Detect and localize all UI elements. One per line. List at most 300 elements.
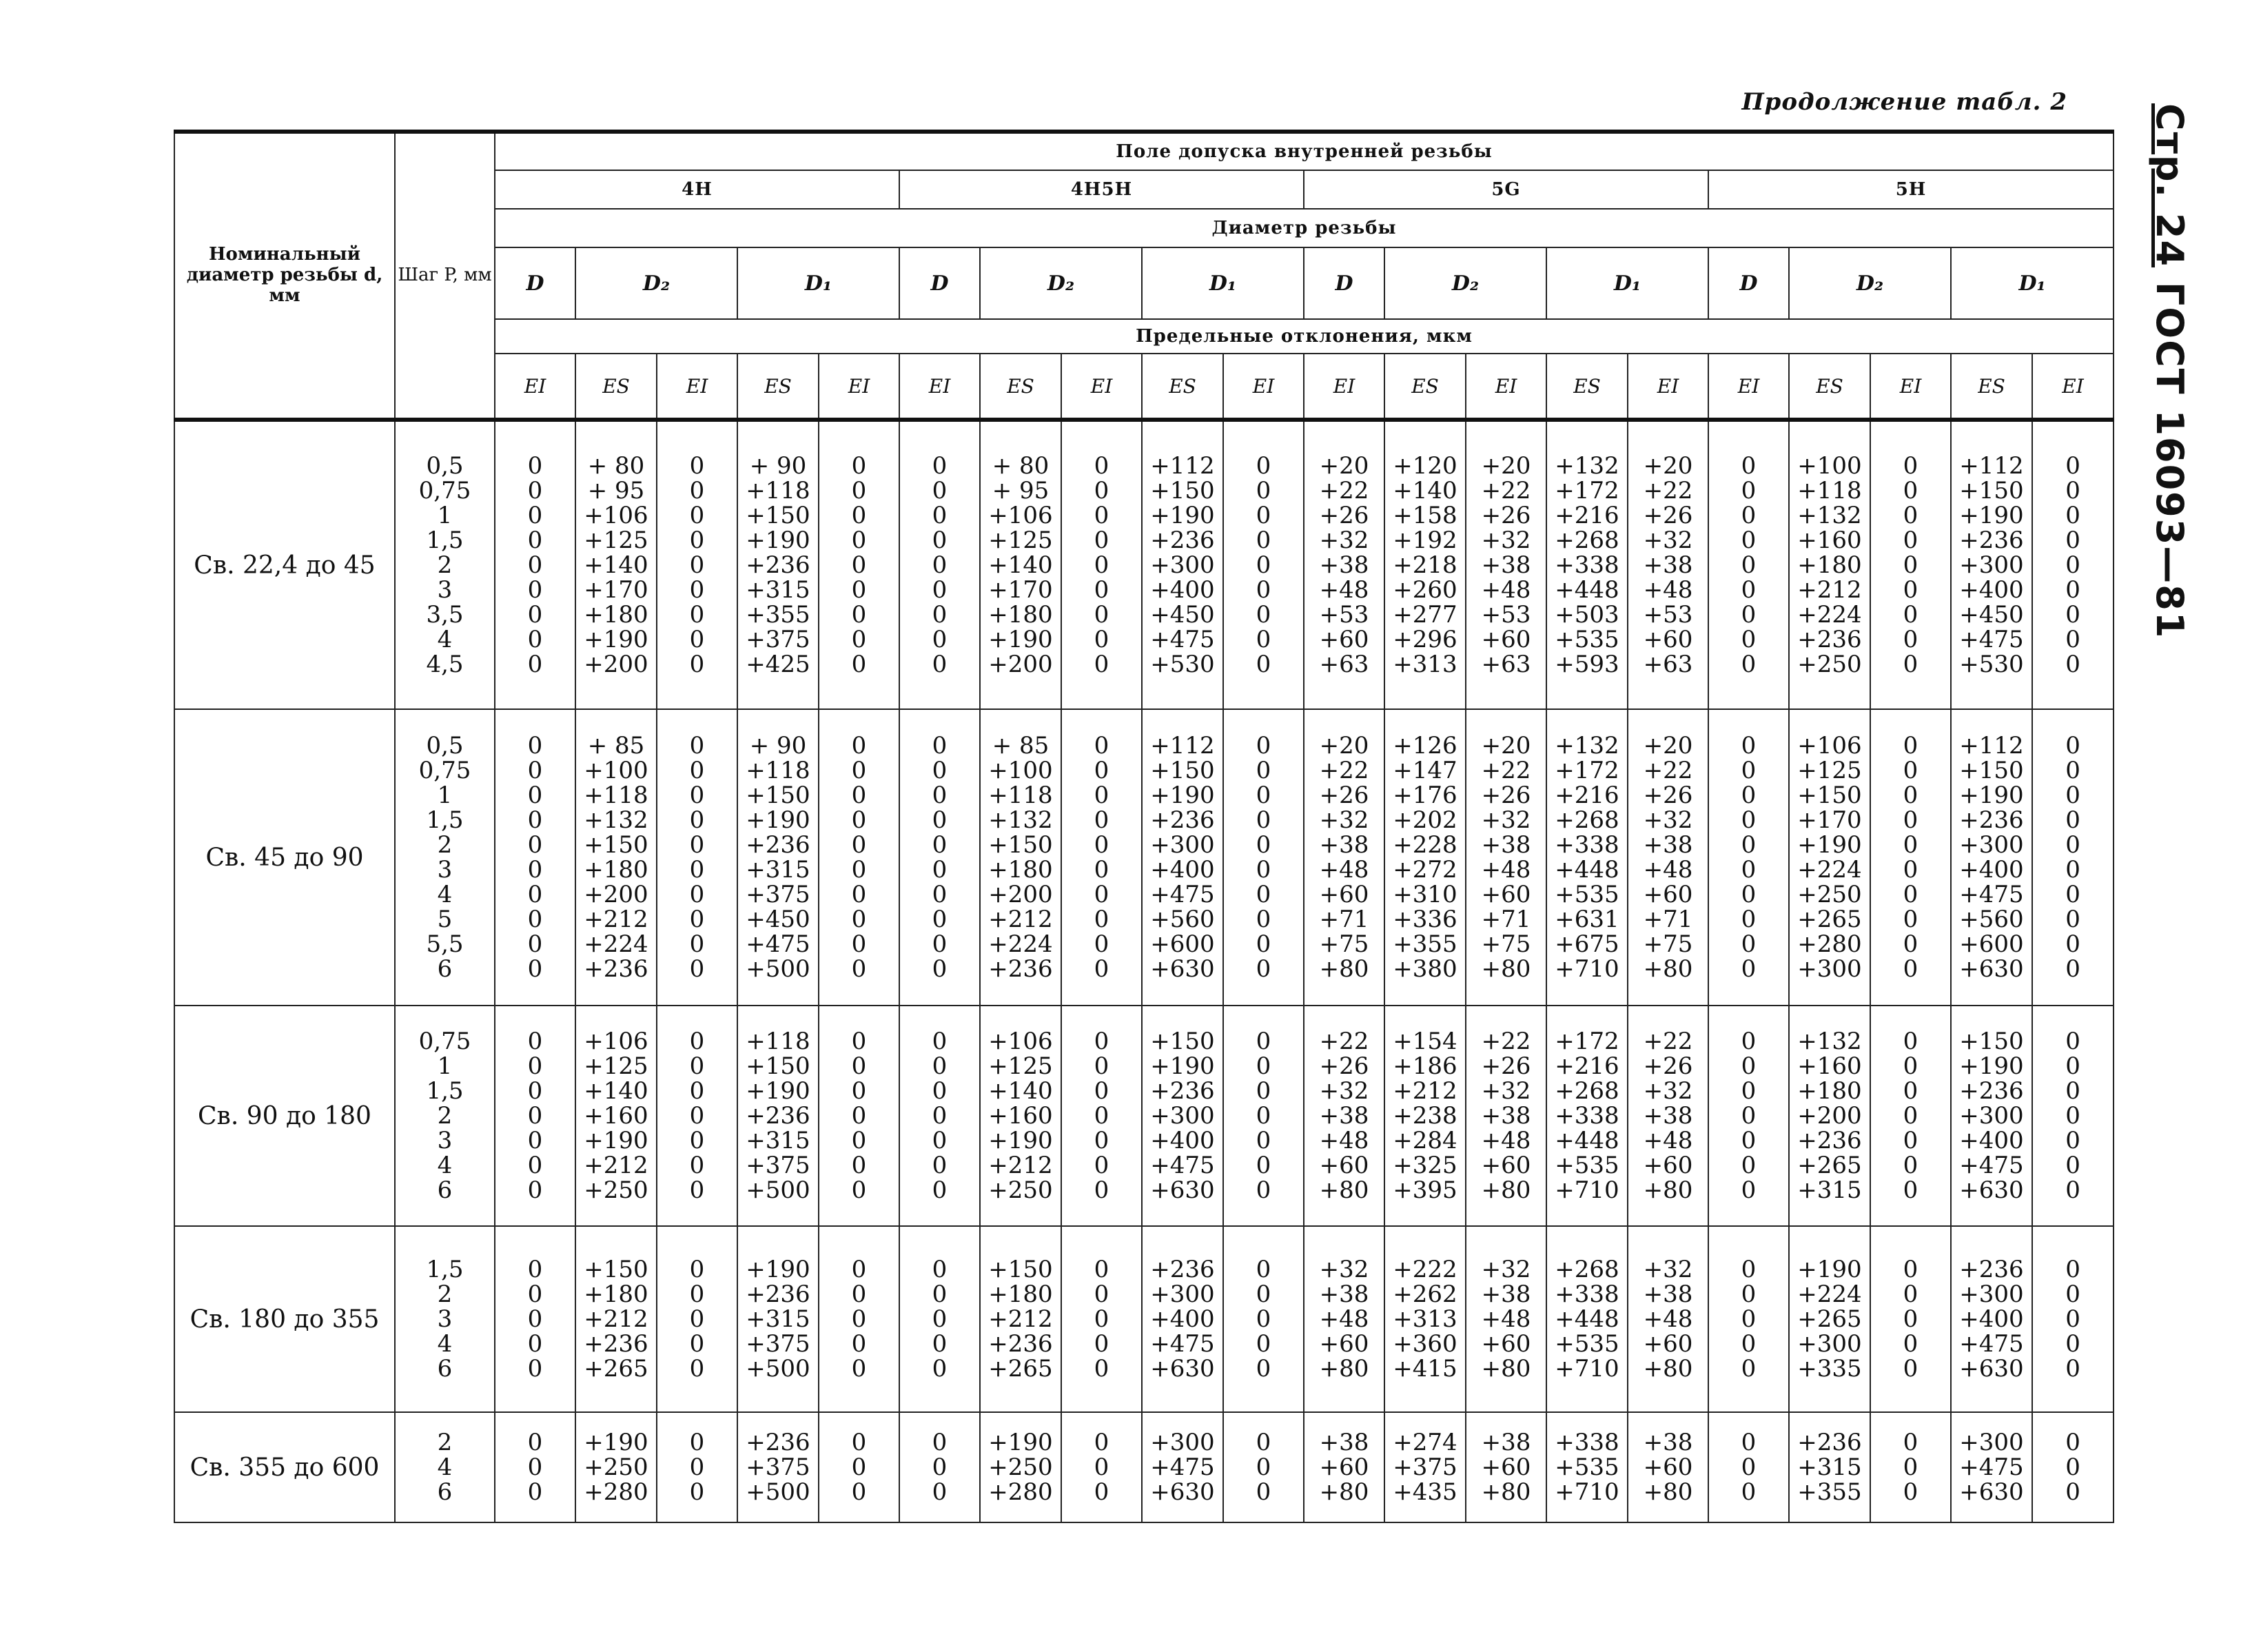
deviation-value: +325 xyxy=(1393,1152,1457,1179)
deviation-value: +500 xyxy=(746,1176,810,1204)
value-cell xyxy=(1870,709,1951,1006)
deviation-value: 0 xyxy=(1256,576,1271,604)
value-cell xyxy=(1870,420,1951,709)
value-cell xyxy=(1951,1412,2032,1522)
deviation-value: +284 xyxy=(1393,1127,1457,1154)
deviation-value: +236 xyxy=(1150,806,1215,834)
deviation-value: 0 xyxy=(932,1127,948,1154)
value-cell xyxy=(2032,1226,2114,1412)
deviation-value: +190 xyxy=(988,1127,1053,1154)
value-cell xyxy=(1304,1006,1384,1226)
deviation-value: +38 xyxy=(1319,831,1369,859)
deviation-value: +38 xyxy=(1319,551,1369,579)
deviation-value: 0 xyxy=(527,782,543,809)
value-cell xyxy=(1951,709,2032,1006)
deviation-value: +274 xyxy=(1393,1429,1457,1456)
diameter-d2-header-5g: D₂ xyxy=(1384,247,1546,319)
deviation-value: 0 xyxy=(1741,1454,1757,1481)
deviation-value: +400 xyxy=(1150,1305,1215,1333)
deviation-value: 0 xyxy=(689,626,705,653)
deviation-value: +710 xyxy=(1555,1478,1619,1506)
deviation-value: 0 xyxy=(527,1305,543,1333)
deviation-value: 0 xyxy=(527,651,543,678)
deviation-value: 0 xyxy=(1741,651,1757,678)
deviation-value: +100 xyxy=(584,757,648,784)
step-value: 0,5 xyxy=(426,452,464,480)
value-cell xyxy=(1546,420,1628,709)
deviation-value: 0 xyxy=(1903,1102,1918,1130)
value-cell xyxy=(737,1412,819,1522)
deviation-value: +150 xyxy=(1797,782,1862,809)
deviation-value: +190 xyxy=(584,1127,648,1154)
deviation-value: 0 xyxy=(932,651,948,678)
deviation-value: +180 xyxy=(988,1281,1053,1308)
step-value: 2 xyxy=(437,551,453,579)
deviation-value: 0 xyxy=(851,1052,867,1080)
deviation-value: 0 xyxy=(1094,626,1109,653)
deviation-value: +71 xyxy=(1643,906,1693,933)
deviation-value: 0 xyxy=(1741,856,1757,884)
deviation-value: 0 xyxy=(1094,1281,1109,1308)
deviation-value: 0 xyxy=(2065,1256,2080,1283)
deviation-value: 0 xyxy=(932,757,948,784)
deviation-value: 0 xyxy=(932,806,948,834)
deviation-value: 0 xyxy=(932,782,948,809)
value-cell xyxy=(657,1006,737,1226)
value-cell xyxy=(1223,1006,1304,1226)
table-row xyxy=(174,1412,2114,1522)
deviation-value: +150 xyxy=(1150,757,1215,784)
deviation-value: +338 xyxy=(1555,1102,1619,1130)
deviation-value: 0 xyxy=(1256,527,1271,554)
deviation-value: 0 xyxy=(932,831,948,859)
deviation-value: 0 xyxy=(932,576,948,604)
deviation-value: +150 xyxy=(584,1256,648,1283)
deviation-value: +212 xyxy=(584,906,648,933)
deviation-value: +106 xyxy=(988,502,1053,529)
deviation-value: +32 xyxy=(1481,1256,1531,1283)
deviation-value: +60 xyxy=(1319,626,1369,653)
deviation-value: +125 xyxy=(584,527,648,554)
deviation-value: +147 xyxy=(1393,757,1457,784)
deviation-value: +71 xyxy=(1319,906,1369,933)
step-header: Шаг P, мм xyxy=(395,132,495,420)
deviation-value: 0 xyxy=(851,1028,867,1055)
deviation-value: +300 xyxy=(1150,1429,1215,1456)
deviation-value: +338 xyxy=(1555,551,1619,579)
deviation-value: +268 xyxy=(1555,1077,1619,1105)
deviation-value: +630 xyxy=(1959,1176,2024,1204)
deviation-value: 0 xyxy=(851,1355,867,1383)
deviation-value: +140 xyxy=(988,551,1053,579)
value-cell xyxy=(1628,1412,1708,1522)
value-cell xyxy=(1223,709,1304,1006)
value-cell xyxy=(1870,1006,1951,1226)
deviation-value: +710 xyxy=(1555,1176,1619,1204)
deviation-value: 0 xyxy=(689,881,705,908)
deviation-value: +38 xyxy=(1319,1281,1369,1308)
deviation-value: 0 xyxy=(527,1028,543,1055)
deviation-value: +250 xyxy=(988,1454,1053,1481)
deviation-value: 0 xyxy=(1094,1052,1109,1080)
deviation-value: +448 xyxy=(1555,576,1619,604)
deviation-value: +200 xyxy=(584,651,648,678)
deviation-value: 0 xyxy=(689,1429,705,1456)
deviation-value: +20 xyxy=(1481,452,1531,480)
deviation-ei-header-4h-2: EI xyxy=(657,354,737,420)
deviation-value: +26 xyxy=(1319,1052,1369,1080)
deviation-value: +132 xyxy=(988,806,1053,834)
diameter-d2-header-4h5h: D₂ xyxy=(980,247,1142,319)
deviation-value: 0 xyxy=(1903,452,1918,480)
deviation-value: 0 xyxy=(2065,1127,2080,1154)
deviation-es-header-4h-1: ES xyxy=(575,354,657,420)
deviation-value: 0 xyxy=(932,1028,948,1055)
deviation-value: +475 xyxy=(1959,881,2024,908)
deviation-value: 0 xyxy=(1256,906,1271,933)
deviation-value: 0 xyxy=(689,806,705,834)
step-value: 4 xyxy=(437,1330,453,1358)
deviation-es-header-4h5h-3: ES xyxy=(1142,354,1223,420)
deviation-value: +236 xyxy=(746,1429,810,1456)
deviation-value: +60 xyxy=(1481,881,1531,908)
deviation-value: 0 xyxy=(1256,1478,1271,1506)
page-reference xyxy=(2148,103,2191,639)
deviation-value: +300 xyxy=(1797,955,1862,983)
deviation-value: +280 xyxy=(584,1478,648,1506)
deviation-value: 0 xyxy=(689,1052,705,1080)
deviation-value: 0 xyxy=(851,601,867,629)
deviation-value: +530 xyxy=(1150,651,1215,678)
deviation-value: +172 xyxy=(1555,477,1619,504)
value-cell xyxy=(1384,1006,1466,1226)
deviation-value: 0 xyxy=(689,831,705,859)
deviation-value: +125 xyxy=(988,1052,1053,1080)
step-value: 0,75 xyxy=(418,477,471,504)
deviation-value: 0 xyxy=(1903,1052,1918,1080)
deviation-value: +300 xyxy=(1797,1330,1862,1358)
deviation-value: 0 xyxy=(1256,1454,1271,1481)
step-value: 3 xyxy=(437,576,453,604)
deviation-value: 0 xyxy=(1094,502,1109,529)
deviation-value: 0 xyxy=(527,881,543,908)
deviation-value: +224 xyxy=(1797,601,1862,629)
deviation-ei-header-5h-4: EI xyxy=(2032,354,2114,420)
deviation-value: 0 xyxy=(689,1152,705,1179)
deviation-value: 0 xyxy=(689,551,705,579)
step-value: 2 xyxy=(437,1102,453,1130)
deviation-value: +125 xyxy=(1797,757,1862,784)
deviation-value: +190 xyxy=(584,1429,648,1456)
value-cell xyxy=(1628,1006,1708,1226)
deviation-value: 0 xyxy=(851,1478,867,1506)
deviation-value: +450 xyxy=(1959,601,2024,629)
deviation-value: +22 xyxy=(1643,1028,1693,1055)
value-cell xyxy=(980,1412,1061,1522)
deviation-value: 0 xyxy=(689,1305,705,1333)
deviation-value: 0 xyxy=(2065,881,2080,908)
deviation-value: 0 xyxy=(2065,856,2080,884)
deviation-value: 0 xyxy=(1256,1429,1271,1456)
deviation-value: 0 xyxy=(689,601,705,629)
deviation-value: 0 xyxy=(2065,955,2080,983)
deviation-value: +170 xyxy=(584,576,648,604)
deviation-value: +710 xyxy=(1555,1355,1619,1383)
deviation-value: +150 xyxy=(1150,477,1215,504)
deviation-value: +315 xyxy=(1797,1176,1862,1204)
deviation-value: 0 xyxy=(1094,1454,1109,1481)
deviation-value: +265 xyxy=(988,1355,1053,1383)
deviation-value: +300 xyxy=(1959,1429,2024,1456)
deviation-value: 0 xyxy=(1741,601,1757,629)
deviation-value: +236 xyxy=(1150,1256,1215,1283)
deviation-value: 0 xyxy=(1094,831,1109,859)
deviation-es-header-5g-3: ES xyxy=(1546,354,1628,420)
deviation-value: 0 xyxy=(2065,1102,2080,1130)
deviation-value: +140 xyxy=(584,551,648,579)
deviation-value: 0 xyxy=(1256,930,1271,958)
deviation-value: +300 xyxy=(1959,551,2024,579)
deviation-value: +560 xyxy=(1959,906,2024,933)
deviation-value: 0 xyxy=(1741,831,1757,859)
deviation-value: 0 xyxy=(932,856,948,884)
deviation-value: 0 xyxy=(1094,1355,1109,1383)
deviation-value: +60 xyxy=(1319,1152,1369,1179)
value-cell xyxy=(1708,709,1789,1006)
deviation-value: +118 xyxy=(988,782,1053,809)
diameter-d1-header-4h5h: D₁ xyxy=(1142,247,1304,319)
deviation-value: 0 xyxy=(1903,502,1918,529)
deviation-value: +106 xyxy=(1797,732,1862,759)
step-value: 4 xyxy=(437,1454,453,1481)
step-value: 4 xyxy=(437,1152,453,1179)
deviation-value: +38 xyxy=(1643,551,1693,579)
deviation-value: 0 xyxy=(851,906,867,933)
deviation-value: 0 xyxy=(851,1330,867,1358)
deviation-value: 0 xyxy=(689,856,705,884)
deviation-value: +140 xyxy=(1393,477,1457,504)
deviation-value: +190 xyxy=(1797,1256,1862,1283)
deviation-value: 0 xyxy=(851,551,867,579)
deviation-value: +535 xyxy=(1555,1152,1619,1179)
deviation-value: +400 xyxy=(1150,1127,1215,1154)
deviation-value: +150 xyxy=(746,782,810,809)
deviation-value: +338 xyxy=(1555,1281,1619,1308)
deviation-value: +180 xyxy=(584,601,648,629)
deviation-value: 0 xyxy=(1903,1281,1918,1308)
deviation-value: +313 xyxy=(1393,651,1457,678)
deviation-value: +80 xyxy=(1643,1478,1693,1506)
table-row xyxy=(174,709,2114,1006)
deviation-value: +395 xyxy=(1393,1176,1457,1204)
deviation-value: 0 xyxy=(932,1176,948,1204)
deviation-value: +475 xyxy=(1150,881,1215,908)
step-value: 1,5 xyxy=(426,1077,464,1105)
value-cell xyxy=(980,1226,1061,1412)
deviation-value: 0 xyxy=(1256,626,1271,653)
deviation-value: +80 xyxy=(1481,1355,1531,1383)
deviation-value: +450 xyxy=(746,906,810,933)
diameter-d-header-4h: D xyxy=(495,247,575,319)
deviation-value: +338 xyxy=(1555,1429,1619,1456)
deviation-value: +475 xyxy=(1150,626,1215,653)
deviation-value: +236 xyxy=(746,1281,810,1308)
deviation-value: +475 xyxy=(746,930,810,958)
deviation-value: 0 xyxy=(1256,732,1271,759)
deviation-value: +200 xyxy=(988,881,1053,908)
deviation-value: +530 xyxy=(1959,651,2024,678)
deviation-value: +375 xyxy=(746,1152,810,1179)
deviation-value: +425 xyxy=(746,651,810,678)
deviation-value: +560 xyxy=(1150,906,1215,933)
deviation-value: 0 xyxy=(2065,782,2080,809)
deviation-value: 0 xyxy=(1741,930,1757,958)
value-cell xyxy=(1061,709,1142,1006)
deviation-value: 0 xyxy=(527,1176,543,1204)
deviation-value: +63 xyxy=(1319,651,1369,678)
deviation-ei-header-4h5h-4: EI xyxy=(1223,354,1304,420)
deviation-value: +500 xyxy=(746,1478,810,1506)
deviation-value: 0 xyxy=(527,576,543,604)
deviation-value: +250 xyxy=(584,1176,648,1204)
deviation-value: +22 xyxy=(1481,477,1531,504)
deviation-value: +20 xyxy=(1643,732,1693,759)
deviation-value: 0 xyxy=(1256,1102,1271,1130)
deviation-value: +190 xyxy=(1797,831,1862,859)
deviation-value: +26 xyxy=(1643,782,1693,809)
deviation-value: 0 xyxy=(1256,782,1271,809)
deviation-value: +630 xyxy=(1959,1355,2024,1383)
deviation-value: 0 xyxy=(851,1127,867,1154)
deviation-value: +265 xyxy=(584,1355,648,1383)
value-cell xyxy=(1951,1226,2032,1412)
diameter-d-header-5g: D xyxy=(1304,247,1384,319)
deviation-value: 0 xyxy=(1094,906,1109,933)
deviation-value: +212 xyxy=(988,1305,1053,1333)
deviation-value: +400 xyxy=(1959,576,2024,604)
deviation-value: 0 xyxy=(1256,1256,1271,1283)
deviation-value: 0 xyxy=(851,1281,867,1308)
value-cell xyxy=(1546,1412,1628,1522)
deviation-value: 0 xyxy=(1256,452,1271,480)
deviation-value: 0 xyxy=(1256,1152,1271,1179)
deviation-value: 0 xyxy=(1256,1281,1271,1308)
deviation-value: +32 xyxy=(1319,1077,1369,1105)
deviation-value: 0 xyxy=(2065,930,2080,958)
deviation-value: 0 xyxy=(689,502,705,529)
deviation-value: +26 xyxy=(1643,502,1693,529)
deviation-value: +125 xyxy=(988,527,1053,554)
deviation-value: 0 xyxy=(1256,1052,1271,1080)
deviation-value: +106 xyxy=(988,1028,1053,1055)
value-cell xyxy=(1870,1412,1951,1522)
deviation-value: +158 xyxy=(1393,502,1457,529)
deviation-value: 0 xyxy=(1094,782,1109,809)
deviation-value: 0 xyxy=(1741,626,1757,653)
deviation-value: +236 xyxy=(746,1102,810,1130)
deviation-value: +268 xyxy=(1555,527,1619,554)
deviation-value: 0 xyxy=(2065,1077,2080,1105)
diameter-d1-header-5g: D₁ xyxy=(1546,247,1708,319)
deviation-value: +180 xyxy=(584,856,648,884)
deviation-value: +22 xyxy=(1643,477,1693,504)
step-value: 3,5 xyxy=(426,601,464,629)
deviation-value: 0 xyxy=(1094,576,1109,604)
deviation-value: +126 xyxy=(1393,732,1457,759)
deviation-value: 0 xyxy=(689,930,705,958)
row-range-label: Св. 90 до 180 xyxy=(174,1006,395,1226)
deviation-value: 0 xyxy=(1094,601,1109,629)
deviation-value: 0 xyxy=(1094,955,1109,983)
deviation-value: 0 xyxy=(1741,1176,1757,1204)
deviation-value: +190 xyxy=(746,806,810,834)
deviation-value: 0 xyxy=(527,1454,543,1481)
deviation-value: 0 xyxy=(851,1256,867,1283)
value-cell xyxy=(737,709,819,1006)
value-cell xyxy=(980,420,1061,709)
row-range-label: Св. 180 до 355 xyxy=(174,1226,395,1412)
deviation-value: +500 xyxy=(746,955,810,983)
nominal-diameter-header: Номинальный диаметр резьбы d, мм xyxy=(174,132,395,420)
deviation-value: +228 xyxy=(1393,831,1457,859)
deviation-value: +20 xyxy=(1481,732,1531,759)
deviation-value: +32 xyxy=(1481,806,1531,834)
value-cell xyxy=(1304,420,1384,709)
deviation-value: +336 xyxy=(1393,906,1457,933)
deviation-value: +190 xyxy=(1959,1052,2024,1080)
deviation-value: +192 xyxy=(1393,527,1457,554)
value-cell xyxy=(1223,1412,1304,1522)
deviation-value: +180 xyxy=(584,1281,648,1308)
deviation-value: 0 xyxy=(527,527,543,554)
deviation-value: 0 xyxy=(689,732,705,759)
deviation-value: +265 xyxy=(1797,1152,1862,1179)
value-cell xyxy=(1546,709,1628,1006)
deviation-value: 0 xyxy=(2065,626,2080,653)
deviation-value: +355 xyxy=(1797,1478,1862,1506)
deviation-value: +172 xyxy=(1555,757,1619,784)
deviation-value: +38 xyxy=(1481,1102,1531,1130)
deviation-value: +190 xyxy=(1959,502,2024,529)
deviation-value: 0 xyxy=(1256,757,1271,784)
deviation-value: +190 xyxy=(746,1077,810,1105)
deviation-value: 0 xyxy=(2065,452,2080,480)
deviation-value: +630 xyxy=(1959,955,2024,983)
value-cell xyxy=(980,709,1061,1006)
deviation-value: 0 xyxy=(932,1355,948,1383)
value-cell xyxy=(1466,1006,1546,1226)
deviation-value: 0 xyxy=(1094,806,1109,834)
deviation-es-header-5g-1: ES xyxy=(1384,354,1466,420)
step-value: 6 xyxy=(437,1478,453,1506)
deviation-value: +118 xyxy=(746,757,810,784)
value-cell xyxy=(899,1226,980,1412)
deviation-value: 0 xyxy=(1741,477,1757,504)
value-cell xyxy=(1708,420,1789,709)
deviation-value: 0 xyxy=(851,1454,867,1481)
deviation-value: +236 xyxy=(1959,806,2024,834)
deviation-value: +630 xyxy=(1959,1478,2024,1506)
deviation-value: 0 xyxy=(1256,881,1271,908)
deviation-value: +75 xyxy=(1643,930,1693,958)
deviation-value: 0 xyxy=(527,502,543,529)
value-cell xyxy=(657,420,737,709)
deviation-value: 0 xyxy=(1903,527,1918,554)
deviation-value: 0 xyxy=(851,1176,867,1204)
deviation-value: 0 xyxy=(2065,806,2080,834)
deviation-value: +154 xyxy=(1393,1028,1457,1055)
step-value: 5 xyxy=(437,906,453,933)
